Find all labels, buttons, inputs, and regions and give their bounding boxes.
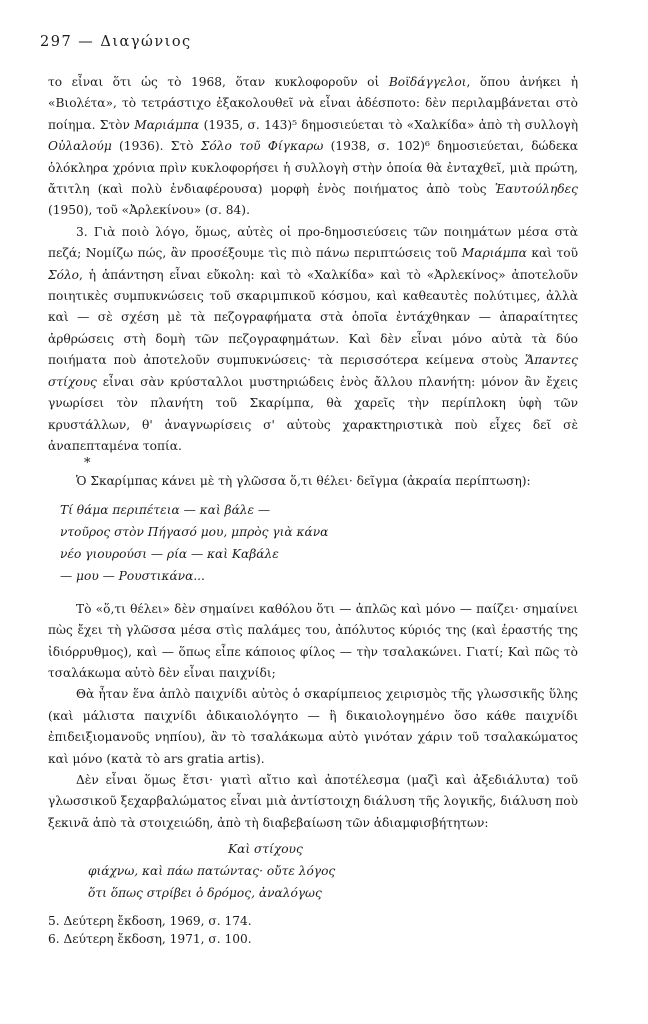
text-run: το εἶναι ὅτι ὡς τὸ 1968, ὅταν κυκλοφοροῦν οἱ <box>48 75 389 89</box>
italic-title: Σόλο <box>48 267 80 282</box>
poem-line: φιάχνω, καὶ πάω πατώντας· οὔτε λόγος <box>88 864 336 879</box>
footnotes <box>48 912 578 948</box>
text-run: (1938, σ. 102)⁶ δημοσιεύεται, δώδεκα ὁλόκληρα χρόνια πρὶν κυκλοφορήσει ἡ συλλογὴ στὴν ὁποία θὰ ἐνταχθεῖ, μιὰ πρώτη, ἄτιτλη (καὶ πολὺ ἐνδιαφέρουσα) μορφὴ ἑνὸς ποιήματος ἀπὸ τοὺς <box>48 139 578 197</box>
footnote: 5. Δεύτερη ἔκδοση, 1969, σ. 174. <box>48 914 252 929</box>
poem-line: νέο γιουρούσι — ρία — καὶ Καβάλε <box>60 546 279 561</box>
poem-excerpt <box>60 499 578 587</box>
poem-line: — μου — Ρουστικάνα... <box>60 568 205 583</box>
text-run: , ἡ ἀπάντηση εἶναι εὔκολη: καὶ τὸ «Χαλκίδα» καὶ τὸ «Ἀρλεκίνος» ἀποτελοῦν ποιητικὲς συμπυκνώσεις τοῦ σκαριμπικοῦ κόσμου, καὶ καθεαυτὲς πολύτιμες, ἀλλὰ καὶ — σὲ σχέση μὲ τὰ πεζογραφήματα στὰ ὁποῖα ἐντάχθηκαν — ἀπαραίτητες ἀρθρώσεις στὴ δομὴ τῶν πεζογραφημάτων. Καὶ δὲν εἶναι μόνο αὐτὰ τὰ δύο ποιήματα ποὺ ἀποτελοῦν συμπυκνώσεις· τὰ περισσότερα κείμενα στοὺς <box>48 267 578 368</box>
poem-line: ὅτι ὅπως στρίβει ὁ δρόμος, ἀναλόγως <box>88 886 322 901</box>
italic-title: Ἑαυτούληδες <box>494 182 578 197</box>
page-body <box>48 72 578 948</box>
text-run: καὶ τοῦ <box>526 246 578 261</box>
poem-line: Καὶ στίχους <box>228 842 303 857</box>
italic-title: Οὐλαλούμ <box>48 139 112 154</box>
poem-line: ντοῦρος στὸν Πήγασό μου, μπρὸς γιὰ κάνα <box>60 524 329 539</box>
paragraph-continuation <box>48 72 578 222</box>
paragraph: Δὲν εἶναι ὅμως ἔτσι· γιατὶ αἴτιο καὶ ἀποτέλεσμα (μαζὶ καὶ ἀξεδιάλυτα) τοῦ γλωσσικοῦ ξεχαρβαλώματος εἶναι μιὰ ἀντίστοιχη διάλυση τῆς λογικῆς, διάλυση ποὺ ξεκινᾶ ἀπὸ τὰ στοιχειώδη, ἀπὸ τὴ διαβεβαίωση τῶν ἀδιαμφισβήτητων: <box>48 772 578 830</box>
section-separator: * <box>84 456 91 472</box>
footnote: 6. Δεύτερη ἔκδοση, 1971, σ. 100. <box>48 932 252 947</box>
text-run: 3. Γιὰ ποιὸ λόγο, ὅμως, αὐτὲς οἱ προ-δημοσιεύσεις τῶν ποιημάτων μέσα στὰ πεζά; Νομίζω πώς, ἂν προσέξουμε τὶς πιὸ πάνω περιπτώσεις τοῦ <box>48 224 578 261</box>
text-run: (1950), τοῦ «Ἀρλεκίνου» (σ. 84). <box>48 203 250 218</box>
italic-title: Σόλο τοῦ Φίγκαρω <box>200 139 324 154</box>
italic-title: Βοϊδάγγελοι <box>388 75 467 89</box>
paragraph-section-3 <box>48 222 578 457</box>
paragraph: Τὸ «ὅ,τι θέλει» δὲν σημαίνει καθόλου ὅτι — ἁπλῶς καὶ μόνο — παίζει· σημαίνει πὼς ἔχει τὴ γλῶσσα μέσα στὶς παλάμες του, ἀπόλυτος κύριός της (καὶ ἐραστής της ἰδιόρρυθμος), καὶ — ὅπως εἶπε κάποιος φίλος — τὴν τσαλακώνει. Γιατί; Καὶ πῶς τὸ τσαλάκωμα αὐτὸ δὲν εἶναι παιχνίδι; <box>48 601 578 680</box>
italic-title: Ἅπαντες στίχους <box>48 353 578 389</box>
italic-title: Μαριάμπα <box>461 246 527 261</box>
poem-excerpt-2 <box>88 838 578 904</box>
text-run: εἶναι σὰν κρύσταλλοι μυστηριώδεις ἑνὸς ἄλλου πλανήτη: μόνον ἂν ἔχεις γνωρίσει τὸν πλανήτη τοῦ Σκαρίμπα, θὰ χαρεῖς τὴν περίπλοκη ὑφὴ τῶν κρυστάλλων, θ' ἀναγνωρίσεις σ' αὐτοὺς χαρακτηριστικὰ ποὺ εἶχες δεῖ σὲ ἀναπεπταμένα τοπία. <box>48 374 578 453</box>
poem-line: Τί θάμα περιπέτεια — καὶ βάλε — <box>60 502 271 517</box>
text-run: (1935, σ. 143)⁵ δημοσιεύεται τὸ «Χαλκίδα» ἀπὸ τὴ συλλογὴ <box>199 117 579 132</box>
paragraph: Θὰ ἦταν ἕνα ἁπλὸ παιχνίδι αὐτὸς ὁ σκαρίμπειος χειρισμὸς τῆς γλωσσικῆς ὕλης (καὶ μάλιστα παιχνίδι ἀδικαιολόγητο — ἢ δικαιολογημένο ὅσο κάθε παιχνίδι ἐπιδειξιομανοῦς νηπίου), ἂν τὸ τσαλάκωμα αὐτὸ γινόταν χάριν τοῦ τσαλακώματος καὶ μόνο (κατὰ τὸ ars gratia artis). <box>48 687 578 766</box>
italic-title: Μαριάμπα <box>134 117 200 132</box>
running-header: 297 — Διαγώνιος <box>40 34 192 50</box>
text-run: (1936). Στὸ <box>111 139 201 154</box>
intro-line: Ὁ Σκαρίμπας κάνει μὲ τὴ γλῶσσα ὅ,τι θέλει· δεῖγμα (ἀκραία περίπτωση): <box>76 474 531 489</box>
text-run: , ὅπου ἀνήκει ἡ «Βιολέτα», τὸ τετράστιχο ἐξακολουθεῖ νὰ εἶναι ἀδέσποτο: δὲν περιλαμβάνεται στὸ ποίημα. Στὸν <box>48 75 578 132</box>
